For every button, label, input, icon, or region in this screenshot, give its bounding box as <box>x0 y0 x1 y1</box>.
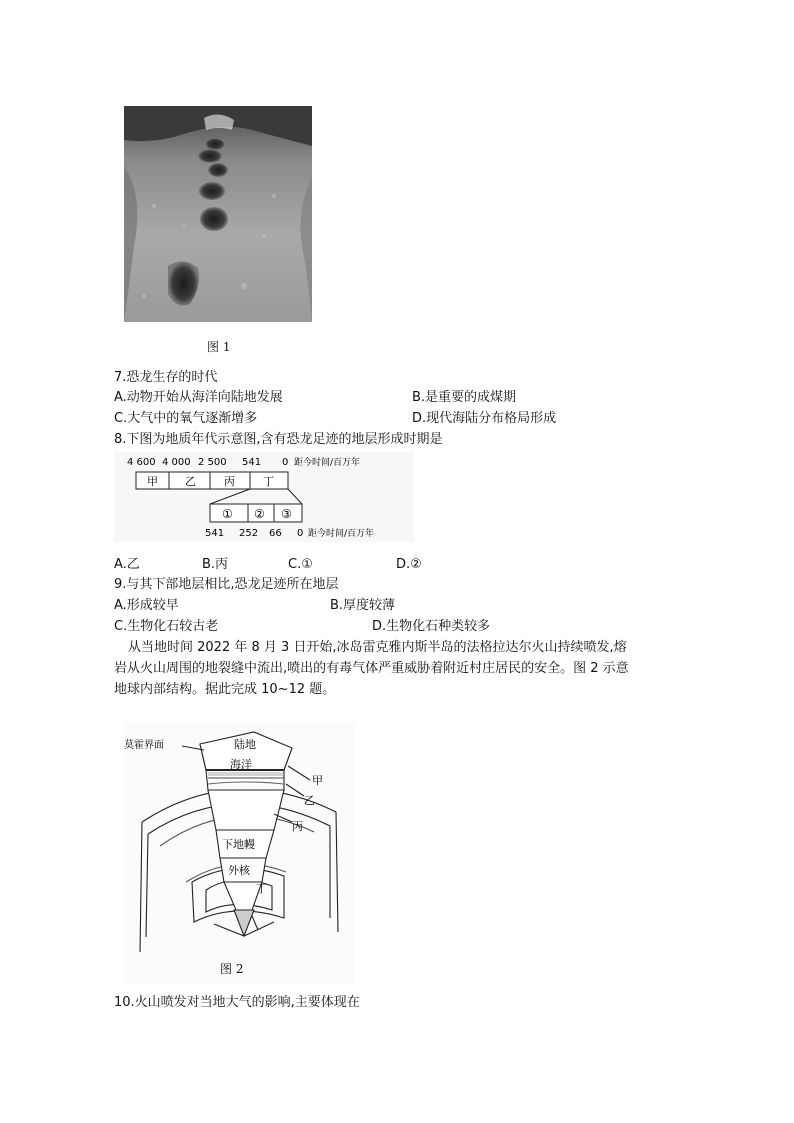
segment-2: ② <box>254 507 265 521</box>
q8-option-a: A.乙 <box>114 557 140 572</box>
q7-option-d: D.现代海陆分布格局形成 <box>412 411 557 426</box>
top-tick-2500: 2 500 <box>198 457 227 468</box>
intro-line-2: 岩从火山周围的地裂缝中流出,喷出的有毒气体严重威胁着附近村庄居民的安全。图 2 示意 <box>114 661 629 676</box>
label-bing: 丙 <box>292 820 303 833</box>
q8-stem: 8.下图为地质年代示意图,含有恐龙足迹的地层形成时期是 <box>114 432 443 447</box>
figure-2-earth-structure <box>124 722 354 984</box>
top-axis-unit: 距今时间/百万年 <box>294 458 361 468</box>
label-outer-core: 外核 <box>228 864 250 877</box>
segment-3: ③ <box>281 507 292 521</box>
bottom-tick-0: 0 <box>297 528 304 539</box>
q7-stem: 7.恐龙生存的时代 <box>114 370 218 385</box>
label-ding: 丁 <box>256 882 267 895</box>
q9-option-c: C.生物化石较古老 <box>114 619 219 634</box>
figure-2-caption: 图 2 <box>220 962 244 976</box>
segment-yi: 乙 <box>185 475 196 488</box>
segment-jia: 甲 <box>147 475 158 488</box>
bottom-axis-unit: 距今时间/百万年 <box>308 529 375 539</box>
intro-line-1: 从当地时间 2022 年 8 月 3 日开始,冰岛雷克雅内斯半岛的法格拉达尔火山持续喷发,熔 <box>128 640 627 655</box>
label-land: 陆地 <box>234 738 256 751</box>
intro-line-3: 地球内部结构。据此完成 10~12 题。 <box>114 682 336 697</box>
bottom-tick-252: 252 <box>239 528 259 539</box>
q9-option-b: B.厚度较薄 <box>330 598 396 613</box>
q8-option-c: C.① <box>288 557 313 572</box>
figure-1-caption: 图 1 <box>207 340 231 354</box>
label-jia: 甲 <box>312 774 323 787</box>
segment-1: ① <box>222 507 233 521</box>
geologic-timeline-diagram <box>114 452 414 542</box>
label-moho: 莫霍界面 <box>124 740 164 751</box>
q8-option-d: D.② <box>396 557 422 572</box>
q9-stem: 9.与其下部地层相比,恐龙足迹所在地层 <box>114 577 339 592</box>
q7-option-b: B.是重要的成煤期 <box>412 390 517 405</box>
label-lower-mantle: 下地幔 <box>222 838 255 851</box>
bottom-tick-66: 66 <box>269 528 282 539</box>
label-yi: 乙 <box>304 794 315 807</box>
q7-option-a: A.动物开始从海洋向陆地发展 <box>114 390 283 405</box>
q10-stem: 10.火山喷发对当地大气的影响,主要体现在 <box>114 995 360 1010</box>
label-ocean: 海洋 <box>230 758 252 771</box>
top-tick-0: 0 <box>282 457 289 468</box>
figure-1-photo <box>124 106 312 322</box>
q8-option-b: B.丙 <box>202 557 229 572</box>
segment-ding: 丁 <box>263 475 274 488</box>
top-tick-541: 541 <box>242 457 262 468</box>
q7-option-c: C.大气中的氧气逐渐增多 <box>114 411 258 426</box>
footprint-photo-image <box>124 106 312 322</box>
top-tick-4000: 4 000 <box>162 457 191 468</box>
top-tick-4600: 4 600 <box>127 457 156 468</box>
q9-option-a: A.形成较早 <box>114 598 179 613</box>
segment-bing: 丙 <box>224 475 235 488</box>
bottom-tick-541: 541 <box>205 528 225 539</box>
q9-option-d: D.生物化石种类较多 <box>372 619 491 634</box>
